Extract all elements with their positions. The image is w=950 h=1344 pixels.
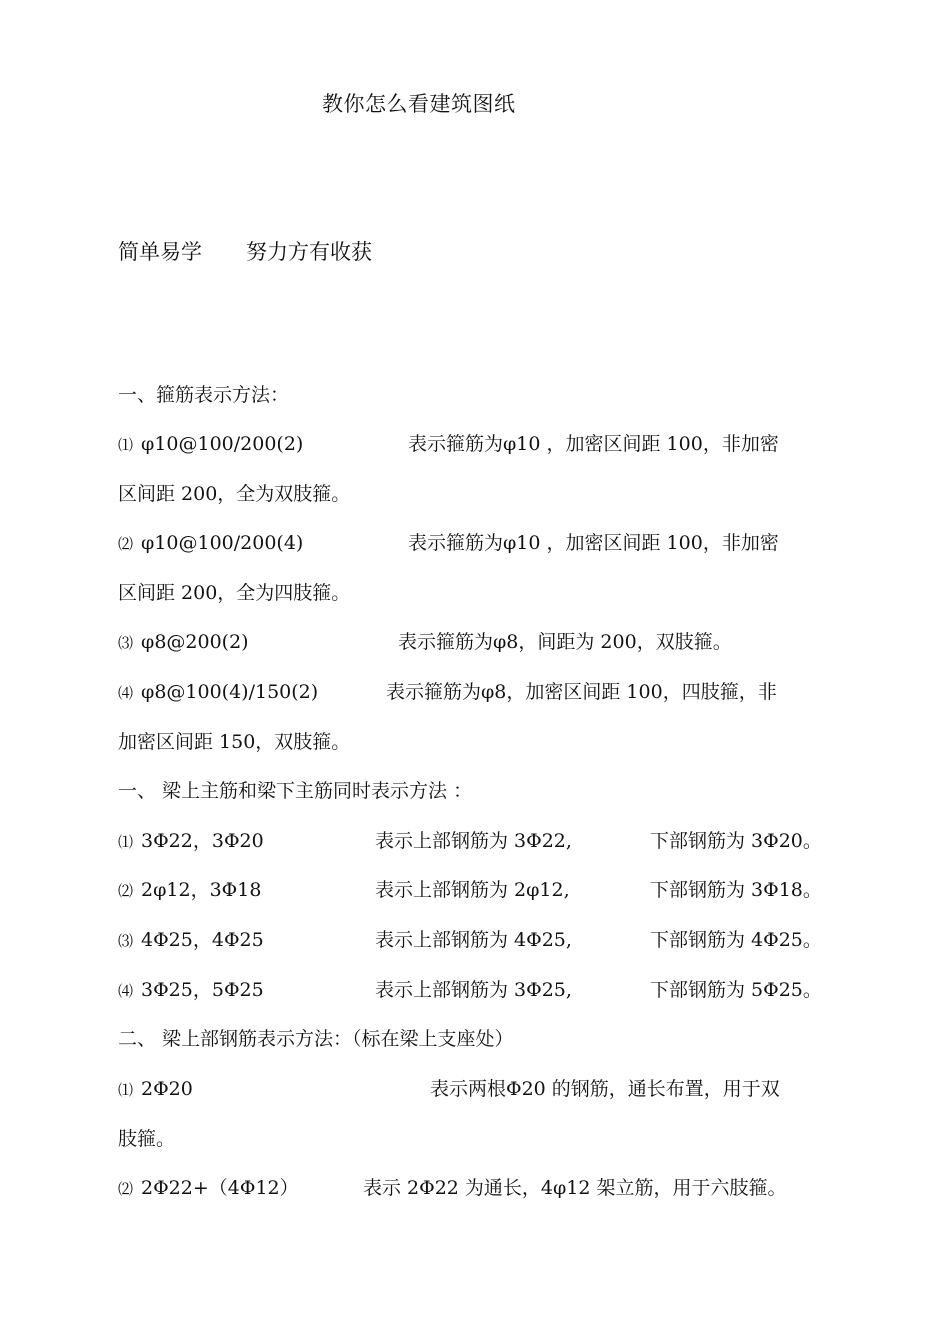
item-number: ⑷: [118, 684, 134, 702]
item-code: 2Φ22+（4Φ12）: [141, 1177, 299, 1199]
item-code: φ10@100/200(2): [141, 433, 304, 455]
item-lower-desc: 下部钢筋为 3Φ20。: [650, 830, 822, 852]
item-description: 表示箍筋为φ10 ，加密区间距 100，非加密: [408, 433, 779, 455]
section-heading-main-bars: 一、 梁上主筋和梁下主筋同时表示方法 ：: [118, 780, 473, 802]
top-bar-item-2: [118, 1174, 787, 1203]
stirrup-item-1-continued: 区间距 200，全为双肢箍。: [118, 483, 351, 505]
item-code: 4Φ25，4Φ25: [141, 929, 264, 951]
section-heading-top-bars: 二、 梁上部钢筋表示方法：（标在梁上支座处）: [118, 1028, 514, 1050]
item-lower-desc: 下部钢筋为 3Φ18。: [650, 879, 822, 901]
stirrup-item-2-continued: 区间距 200，全为四肢箍。: [118, 582, 351, 604]
item-number: ⑴: [118, 1081, 134, 1099]
item-description: 表示箍筋为φ8，间距为 200，双肢箍。: [398, 631, 732, 653]
item-description: 表示 2Φ22 为通长，4φ12 架立筋，用于六肢箍。: [363, 1177, 787, 1199]
item-number: ⑵: [118, 1180, 134, 1198]
main-bar-item-2: [118, 876, 822, 905]
item-code: 2Φ20: [141, 1078, 193, 1100]
item-upper-desc: 表示上部钢筋为 2φ12,: [375, 879, 570, 901]
item-upper-desc: 表示上部钢筋为 3Φ25,: [375, 979, 572, 1001]
item-description: 表示箍筋为φ8，加密区间距 100，四肢箍，非: [386, 681, 777, 703]
item-code: φ10@100/200(4): [141, 532, 304, 554]
item-number: ⑴: [118, 436, 134, 454]
item-number: ⑶: [118, 932, 134, 950]
item-code: 3Φ22，3Φ20: [141, 830, 264, 852]
item-code: φ8@200(2): [141, 631, 249, 653]
stirrup-item-1: [118, 430, 779, 459]
stirrup-item-4: [118, 678, 777, 707]
item-upper-desc: 表示上部钢筋为 4Φ25,: [375, 929, 572, 951]
subtitle: [118, 236, 372, 266]
item-number: ⑴: [118, 833, 134, 851]
stirrup-item-3: [118, 628, 732, 657]
item-number: ⑶: [118, 634, 134, 652]
main-bar-item-4: [118, 976, 822, 1005]
item-lower-desc: 下部钢筋为 4Φ25。: [650, 929, 822, 951]
main-bar-item-3: [118, 926, 822, 955]
item-code: 3Φ25，5Φ25: [141, 979, 264, 1001]
top-bar-item-1-continued: 肢箍。: [118, 1128, 176, 1150]
page-title: 教你怎么看建筑图纸: [322, 92, 516, 116]
item-code: 2φ12，3Φ18: [141, 879, 262, 901]
subtitle-part-a: 简单易学: [118, 240, 202, 264]
main-bar-item-1: [118, 827, 822, 856]
subtitle-part-b: 努力方有收获: [246, 240, 372, 264]
item-number: ⑵: [118, 882, 134, 900]
item-lower-desc: 下部钢筋为 5Φ25。: [650, 979, 822, 1001]
stirrup-item-4-continued: 加密区间距 150，双肢箍。: [118, 731, 351, 753]
item-description: 表示箍筋为φ10 ，加密区间距 100，非加密: [408, 532, 779, 554]
item-code: φ8@100(4)/150(2): [141, 681, 319, 703]
item-number: ⑵: [118, 535, 134, 553]
item-number: ⑷: [118, 982, 134, 1000]
top-bar-item-1: [118, 1075, 780, 1104]
stirrup-item-2: [118, 529, 779, 558]
item-upper-desc: 表示上部钢筋为 3Φ22,: [375, 830, 572, 852]
item-description: 表示两根Φ20 的钢筋，通长布置，用于双: [430, 1078, 780, 1100]
section-heading-stirrups: 一、箍筋表示方法：: [118, 384, 290, 406]
